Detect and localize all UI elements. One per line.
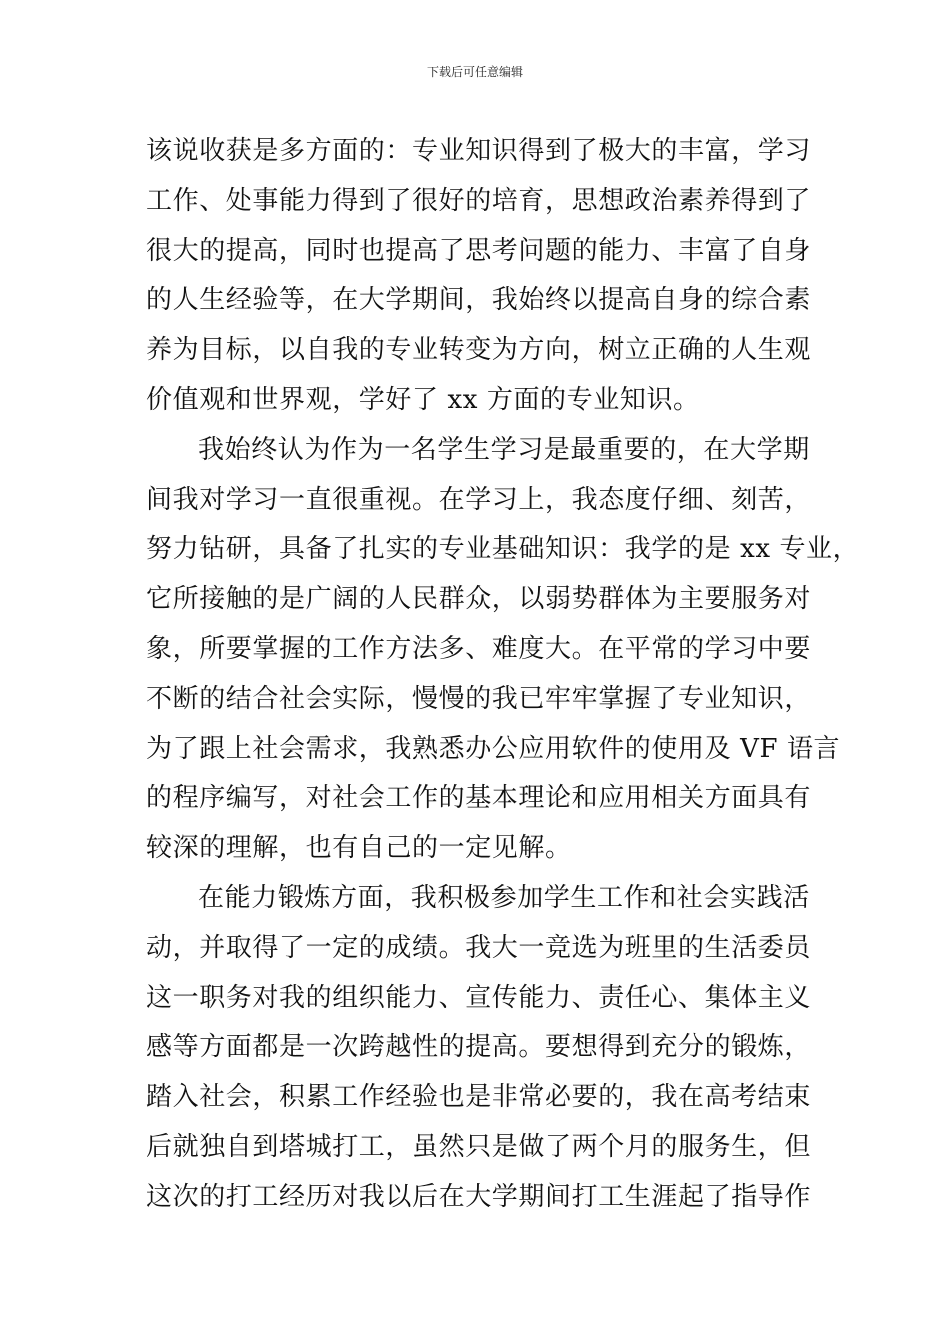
text-line: 后就独自到塔城打工，虽然只是做了两个月的服务生，但: [146, 1131, 812, 1162]
paragraph: [146, 127, 826, 426]
text-line: 感等方面都是一次跨越性的提高。要想得到充分的锻炼，: [146, 1032, 812, 1063]
text-line: 的程序编写，对社会工作的基本理论和应用相关方面具有: [146, 783, 812, 814]
text-line: 该说收获是多方面的：专业知识得到了极大的丰富，学习: [146, 136, 812, 166]
text-line: 这次的打工经历对我以后在大学期间打工生涯起了指导作: [146, 1181, 812, 1212]
text-line: 的人生经验等，在大学期间，我始终以提高自身的综合素: [146, 285, 812, 316]
document-body: [146, 127, 860, 1223]
paragraph: [146, 426, 860, 874]
text-line: 努力钻研，具备了扎实的专业基础知识：我学的是 xx 专业，: [146, 534, 860, 565]
text-line: 很大的提高，同时也提高了思考问题的能力、丰富了自身: [146, 235, 812, 266]
text-line: 这一职务对我的组织能力、宣传能力、责任心、集体主义: [146, 982, 812, 1013]
paragraph: [146, 874, 826, 1223]
text-line: 较深的理解，也有自己的一定见解。: [146, 833, 572, 864]
page-header: 下载后可任意编辑: [426, 65, 523, 79]
text-line: 动，并取得了一定的成绩。我大一竞选为班里的生活委员: [146, 932, 812, 963]
text-line: 养为目标，以自我的专业转变为方向，树立正确的人生观: [146, 335, 812, 366]
text-line: 间我对学习一直很重视。在学习上，我态度仔细、刻苦，: [146, 484, 812, 515]
text-line: 价值观和世界观，学好了 xx 方面的专业知识。: [146, 384, 700, 415]
text-line: 为了跟上社会需求，我熟悉办公应用软件的使用及 VF 语言: [146, 733, 841, 764]
text-line: 我始终认为作为一名学生学习是最重要的，在大学期: [198, 434, 810, 465]
text-line: 象，所要掌握的工作方法多、难度大。在平常的学习中要: [146, 633, 812, 664]
text-line: 工作、处事能力得到了很好的培育，思想政治素养得到了: [146, 185, 812, 216]
text-line: 不断的结合社会实际，慢慢的我已牢牢掌握了专业知识，: [146, 683, 812, 714]
text-line: 踏入社会，积累工作经验也是非常必要的，我在高考结束: [146, 1082, 812, 1113]
text-line: 它所接触的是广阔的人民群众，以弱势群体为主要服务对: [146, 584, 812, 615]
text-line: 在能力锻炼方面，我积极参加学生工作和社会实践活: [198, 882, 810, 913]
